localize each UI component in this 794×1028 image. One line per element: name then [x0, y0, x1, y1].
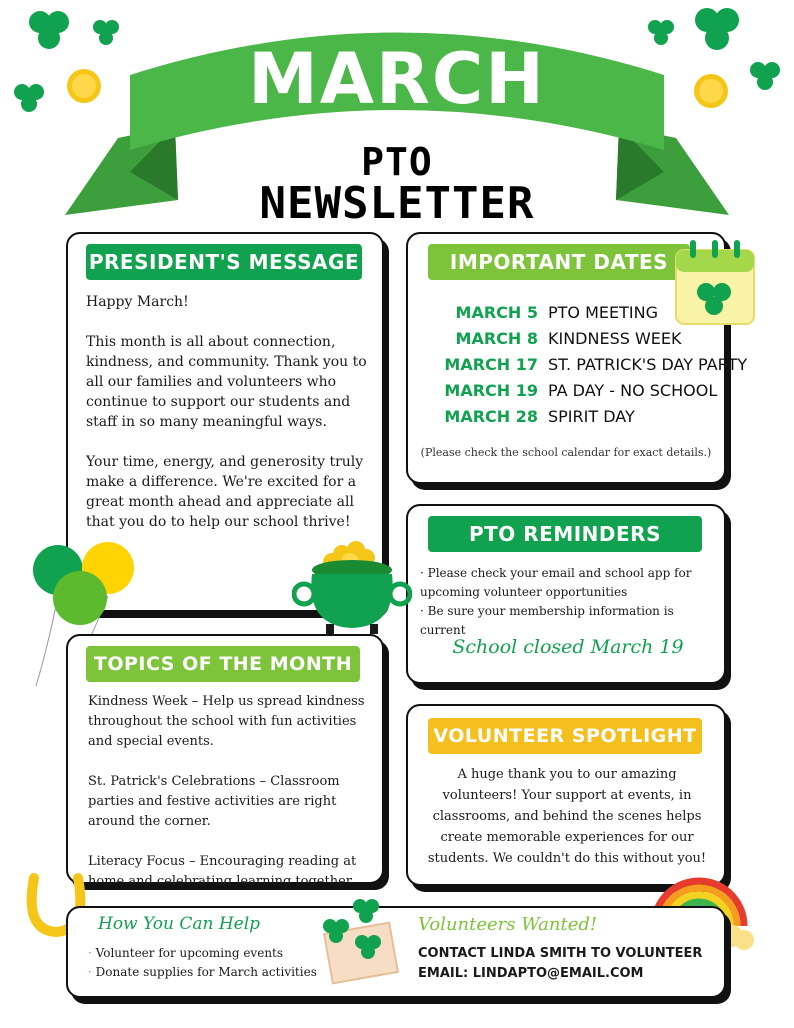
dates-list: [438, 300, 748, 440]
help-item: · Volunteer for upcoming events: [88, 946, 284, 960]
month-title: MARCH: [248, 38, 546, 120]
spotlight-text: A huge thank you to our amazing volunteers! Your support at events, in classrooms, and behind the scenes helps create memorable experiences for our students. We couldn't do this without you!: [427, 767, 707, 866]
president-title: PRESIDENT'S MESSAGE: [86, 244, 362, 280]
reminders-title: PTO REMINDERS: [428, 516, 702, 552]
wanted-title: Volunteers Wanted!: [418, 914, 598, 935]
reminder-item: · Please check your email and school app for upcoming volunteer opportunities: [420, 566, 692, 599]
help-title: How You Can Help: [98, 914, 261, 934]
topic-item: Literacy Focus – Encouraging reading at home and celebrating learning together.: [88, 854, 357, 889]
date-row: MARCH 28 SPIRIT DAY: [444, 407, 635, 426]
contact-line: CONTACT LINDA SMITH TO VOLUNTEER: [418, 946, 703, 961]
email-line: EMAIL: LINDAPTO@EMAIL.COM: [418, 966, 644, 981]
newsletter-title: NEWSLETTER: [259, 178, 535, 229]
reminder-item: · Be sure your membership information is current: [420, 604, 674, 637]
president-paragraph-1: This month is all about connection, kindness, and community. Thank you to all our families and volunteers who continue to support our students and staff in so many meaningful ways.: [86, 334, 367, 430]
pot-of-gold-icon: [292, 536, 412, 636]
topic-item: Kindness Week – Help us spread kindness throughout the school with fun activities and special events.: [88, 694, 365, 749]
spotlight-title: VOLUNTEER SPOTLIGHT: [428, 718, 702, 754]
topics-title: TOPICS OF THE MONTH: [86, 646, 360, 682]
pto-title: PTO: [361, 140, 433, 184]
date-row: MARCH 8 KINDNESS WEEK: [455, 329, 682, 348]
help-list: [88, 944, 317, 982]
help-item: · Donate supplies for March activities: [88, 965, 317, 979]
envelope-icon: [318, 892, 400, 986]
president-greeting: Happy March!: [86, 294, 189, 310]
president-paragraph-2: Your time, energy, and generosity truly make a difference. We're excited for a great month ahead and appreciate all that you do to help our school thrive!: [86, 454, 364, 530]
president-body: [86, 292, 368, 552]
date-row: MARCH 19 PA DAY - NO SCHOOL: [444, 381, 718, 400]
topics-list: [88, 692, 370, 912]
reminders-list: [420, 564, 716, 640]
topic-item: St. Patrick's Celebrations – Classroom parties and festive activities are right around the corner.: [88, 774, 340, 829]
date-row: MARCH 5 PTO MEETING: [455, 303, 658, 322]
date-row: MARCH 17 ST. PATRICK'S DAY PARTY: [444, 355, 748, 374]
school-closed-note: School closed March 19: [452, 636, 684, 658]
dates-title: IMPORTANT DATES: [428, 244, 690, 280]
dates-note: (Please check the school calendar for exact details.): [420, 446, 712, 459]
